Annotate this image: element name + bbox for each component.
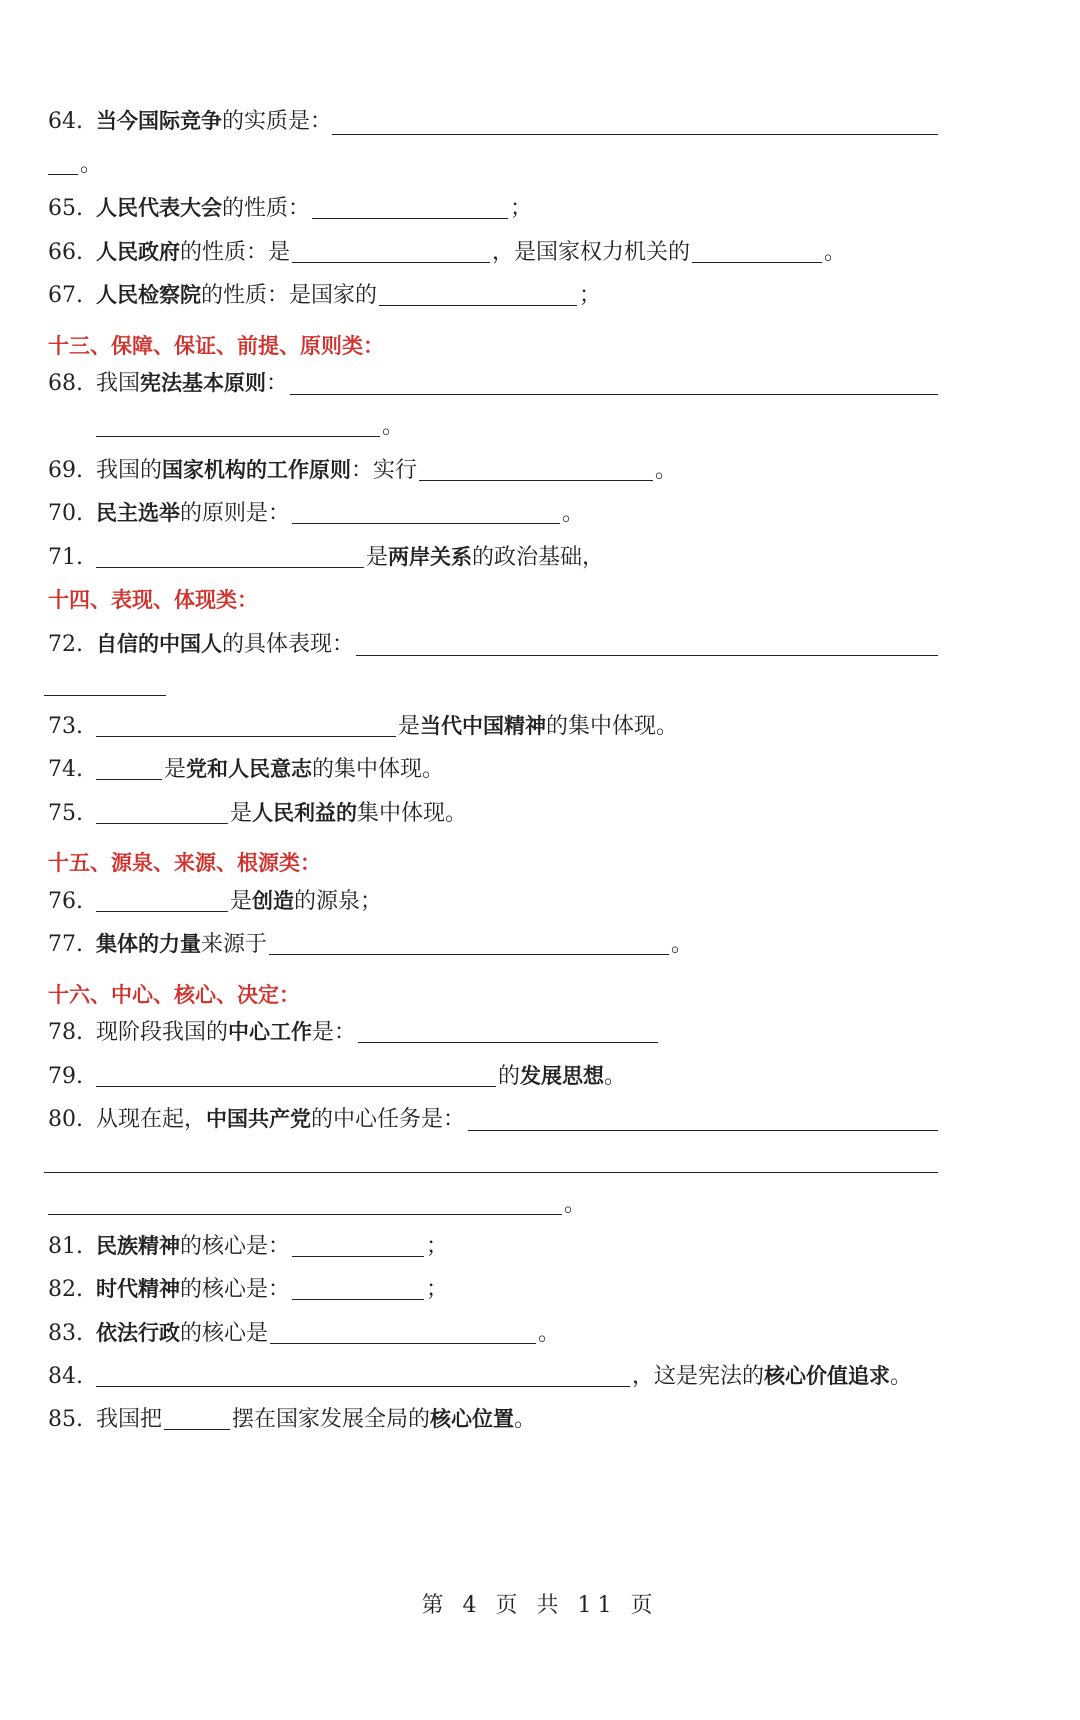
question-75: 75. 是人民利益的集中体现。 [48,801,468,826]
question-64: 64. 当今国际竞争的实质是： [48,109,333,134]
question-68-cont: 。 [96,412,404,442]
question-83: 83. 依法行政的核心是 。 [48,1321,561,1346]
question-72: 72. 自信的中国人的具体表现： [48,632,355,657]
question-81: 81. 民族精神的核心是： ； [48,1234,449,1259]
answer-blank-82[interactable] [292,1277,424,1300]
answer-blank-80a[interactable] [468,1130,938,1131]
question-80: 80. 从现在起，中国共产党的中心任务是： [48,1107,466,1132]
answer-blank-67[interactable] [379,283,577,306]
question-70: 70. 民主选举的原则是： 。 [48,501,585,526]
answer-blank-68b[interactable] [96,414,380,437]
question-64-cont: 。 [48,150,102,180]
question-68: 68. 我国宪法基本原则： [48,371,289,396]
question-69: 69. 我国的国家机构的工作原则：实行 。 [48,458,678,483]
answer-blank-78[interactable] [358,1020,658,1043]
question-82: 82. 时代精神的核心是： ； [48,1277,449,1302]
question-73: 73. 是当代中国精神的集中体现。 [48,714,679,739]
section-heading-14: 十四、表现、体现类： [48,588,258,612]
question-79: 79. 的发展思想。 [48,1064,627,1089]
answer-blank-84[interactable] [96,1364,630,1387]
question-78: 78. 现阶段我国的中心工作是： [48,1017,660,1048]
question-74: 74. 是党和人民意志的集中体现。 [48,757,445,782]
answer-blank-73[interactable] [96,714,396,737]
section-heading-15: 十五、源泉、来源、根源类： [48,851,321,875]
answer-blank-77[interactable] [269,932,669,955]
question-85: 85. 我国把 摆在国家发展全局的核心位置。 [48,1407,537,1432]
answer-blank-85[interactable] [164,1407,230,1430]
answer-blank-72b[interactable] [44,695,166,696]
question-80-cont: 。 [48,1190,586,1220]
question-76: 76. 是创造的源泉； [48,889,383,914]
answer-blank-66a[interactable] [292,240,490,263]
answer-blank-75[interactable] [96,801,228,824]
answer-blank-64a[interactable] [332,134,938,135]
section-heading-13: 十三、保障、保证、前提、原则类： [48,334,384,358]
answer-blank-83[interactable] [270,1321,536,1344]
question-66: 66. 人民政府的性质：是 ，是国家权力机关的 。 [48,240,847,265]
answer-blank-64b[interactable] [48,152,78,175]
answer-blank-65[interactable] [312,196,508,219]
answer-blank-80c[interactable] [48,1192,562,1215]
answer-blank-68a[interactable] [290,394,938,395]
answer-blank-81[interactable] [292,1234,424,1257]
answer-blank-79[interactable] [96,1064,496,1087]
answer-blank-69[interactable] [419,458,653,481]
question-71: 71. 是两岸关系的政治基础， [48,545,605,570]
answer-blank-74[interactable] [96,757,162,780]
answer-blank-76[interactable] [96,889,228,912]
answer-blank-80b[interactable] [44,1172,938,1173]
answer-blank-72a[interactable] [356,655,938,656]
question-84: 84. ，这是宪法的核心价值追求。 [48,1364,913,1389]
section-heading-16: 十六、中心、核心、决定： [48,983,300,1007]
page-footer: 第 4 页 共 11 页 [421,1593,659,1618]
answer-blank-66b[interactable] [692,240,822,263]
question-77: 77. 集体的力量来源于 。 [48,932,694,957]
answer-blank-71[interactable] [96,545,364,568]
question-67: 67. 人民检察院的性质：是国家的 ； [48,283,602,308]
question-65: 65. 人民代表大会的性质： ； [48,196,533,221]
answer-blank-70[interactable] [292,501,560,524]
